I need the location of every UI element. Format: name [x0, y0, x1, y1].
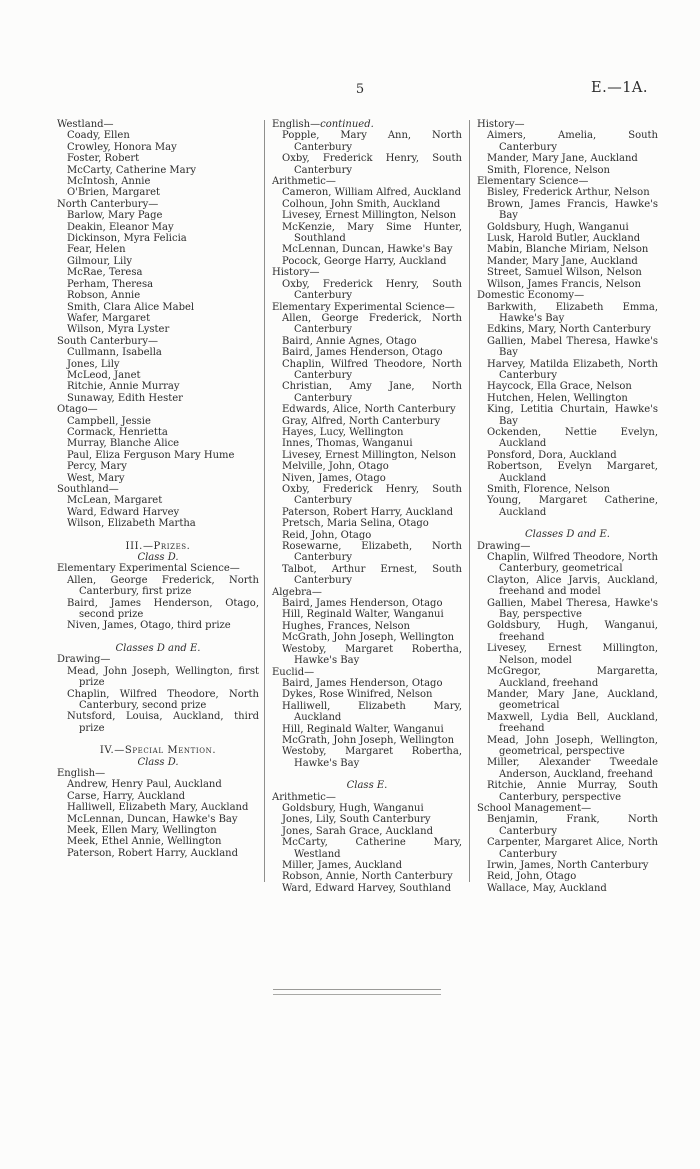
- entry-line: King, Letitia Churtain, Hawke's Bay: [487, 404, 658, 427]
- entry-line: McRae, Teresa: [67, 267, 143, 279]
- entry-line: Lusk, Harold Butler, Auckland: [487, 233, 641, 245]
- entry-line: Gilmour, Lily: [67, 255, 133, 267]
- entry-line: Reid, John, Otago: [487, 871, 577, 883]
- entry-line: Wafer, Margaret: [67, 312, 151, 324]
- entry-line: Christian, Amy Jane, North Canterbury: [282, 381, 462, 404]
- entry-line: Robson, Annie, North Canterbury: [282, 871, 453, 883]
- entry-line: Coady, Ellen: [67, 130, 130, 142]
- entry-line: Jones, Lily: [67, 358, 120, 370]
- entry-line: Murray, Blanche Alice: [67, 438, 180, 450]
- entry-line: Jones, Lily, South Canterbury: [282, 814, 431, 826]
- entry-line: McGrath, John Joseph, Wellington: [282, 632, 455, 644]
- center-heading: IV.—Special Mention.: [99, 745, 217, 757]
- entry-line: Hill, Reginald Walter, Wanganui: [282, 723, 444, 735]
- entry-line: Haycock, Ella Grace, Nelson: [487, 381, 632, 393]
- entry-line: Oxby, Frederick Henry, South Canterbury: [282, 153, 462, 176]
- entry-line: Deakin, Eleanor May: [67, 221, 174, 233]
- entry-line: Ritchie, Annie Murray, South Canterbury, perspective: [487, 780, 658, 803]
- section-heading: Southland—: [57, 484, 119, 495]
- entry-line: Campbell, Jessie: [67, 415, 151, 427]
- section-heading: English—continued.: [272, 119, 374, 130]
- section-heading: Elementary Experimental Science—: [57, 563, 240, 575]
- entry-line: Aimers, Amelia, South Canterbury: [487, 130, 658, 153]
- entry-line: Baird, James Henderson, Otago: [282, 677, 443, 689]
- entry-line: Nutsford, Louisa, Auckland, third prize: [67, 711, 259, 734]
- column-divider: [469, 120, 470, 882]
- entry-line: McGrath, John Joseph, Wellington: [282, 734, 455, 746]
- entry-line: Edkins, Mary, North Canterbury: [487, 324, 651, 336]
- section-heading: History—: [477, 119, 525, 130]
- section-heading: Elementary Science—: [477, 176, 589, 188]
- entry-line: Chaplin, Wilfred Theodore, North Canterbury, second prize: [67, 688, 259, 711]
- entry-line: Ward, Edward Harvey: [67, 506, 180, 518]
- entry-line: McIntosh, Annie: [67, 176, 151, 188]
- entry-line: Maxwell, Lydia Bell, Auckland, freehand: [487, 711, 658, 735]
- entry-line: Livesey, Ernest Millington, Nelson: [282, 210, 457, 222]
- entry-line: Smith, Clara Alice Mabel: [67, 301, 195, 313]
- entry-line: Baird, James Henderson, Otago, second prize: [67, 597, 259, 621]
- center-heading: Class E.: [346, 780, 388, 792]
- entry-line: McLean, Margaret: [67, 495, 163, 507]
- section-heading: South Canterbury—: [57, 335, 158, 347]
- section-heading: Algebra—: [272, 586, 322, 598]
- entry-line: Hutchen, Helen, Wellington: [487, 392, 628, 404]
- entry-line: Reid, John, Otago: [282, 529, 372, 541]
- entry-line: Allen, George Frederick, North Canterbury: [282, 312, 462, 336]
- entry-line: Allen, George Frederick, North Canterbury, first prize: [67, 574, 259, 598]
- entry-line: Hayes, Lucy, Wellington: [282, 426, 404, 438]
- entry-line: Rosewarne, Elizabeth, North Canterbury: [282, 541, 462, 564]
- entry-line: Robson, Annie: [67, 290, 141, 302]
- entry-line: Cormack, Henrietta: [67, 426, 168, 438]
- section-heading: Arithmetic—: [272, 791, 336, 803]
- section-heading: Arithmetic—: [272, 176, 336, 188]
- entry-line: Barlow, Mary Page: [67, 210, 163, 222]
- entry-line: Wilson, James Francis, Nelson: [487, 278, 641, 290]
- entry-line: Jones, Sarah Grace, Auckland: [282, 825, 433, 837]
- entry-line: Irwin, James, North Canterbury: [487, 860, 649, 871]
- column-divider: [264, 120, 265, 882]
- center-heading: Class D.: [137, 756, 179, 768]
- entry-line: Foster, Robert: [67, 153, 140, 165]
- entry-line: Miller, Alexander Tweedale Anderson, Auckland, freehand: [487, 757, 658, 780]
- entry-line: Baird, James Henderson, Otago: [282, 347, 443, 359]
- entry-line: Brown, James Francis, Hawke's Bay: [487, 198, 658, 222]
- entry-line: West, Mary: [67, 472, 125, 484]
- entry-line: Edwards, Alice, North Canterbury: [282, 404, 456, 416]
- entry-line: Pretsch, Maria Selina, Otago: [282, 518, 429, 530]
- entry-line: Young, Margaret Catherine, Auckland: [487, 495, 658, 518]
- entry-line: Mander, Mary Jane, Auckland: [487, 153, 638, 165]
- entry-line: Niven, James, Otago: [282, 472, 386, 484]
- entry-line: Benjamin, Frank, North Canterbury: [487, 814, 658, 837]
- entry-line: Street, Samuel Wilson, Nelson: [487, 267, 642, 279]
- entry-line: Fear, Helen: [67, 244, 126, 256]
- entry-line: Gallien, Mabel Theresa, Hawke's Bay: [487, 335, 658, 359]
- section-heading: School Management—: [477, 802, 592, 814]
- entry-line: Ockenden, Nettie Evelyn, Auckland: [487, 426, 658, 450]
- entry-line: McLeod, Janet: [67, 369, 141, 381]
- entry-line: McLennan, Duncan, Hawke's Bay: [67, 813, 238, 825]
- section-heading-continued: continued.: [320, 119, 374, 130]
- entry-line: Smith, Florence, Nelson: [487, 164, 610, 176]
- entry-line: Clayton, Alice Jarvis, Auckland, freehand and model: [487, 574, 658, 598]
- entry-line: Chaplin, Wilfred Theodore, North Canterbury, geometrical: [487, 552, 658, 575]
- entry-line: Andrew, Henry Paul, Auckland: [67, 779, 222, 791]
- section-heading: Drawing—: [477, 540, 531, 552]
- entry-line: Niven, James, Otago, third prize: [67, 620, 231, 632]
- entry-line: Ponsford, Dora, Auckland: [487, 449, 617, 461]
- entry-line: Carpenter, Margaret Alice, North Canterbury: [487, 837, 658, 860]
- entry-line: Sunaway, Edith Hester: [67, 392, 183, 404]
- entry-line: Barkwith, Elizabeth Emma, Hawke's Bay: [487, 301, 658, 324]
- entry-line: Cullmann, Isabella: [67, 347, 162, 359]
- entry-line: Hill, Reginald Walter, Wanganui: [282, 609, 444, 621]
- entry-line: McCarty, Catherine Mary, Westland: [282, 837, 462, 860]
- entry-line: O'Brien, Margaret: [67, 187, 161, 199]
- entry-line: Goldsbury, Hugh, Wanganui, freehand: [487, 620, 658, 643]
- entry-line: McLennan, Duncan, Hawke's Bay: [282, 244, 453, 256]
- entry-line: Chaplin, Wilfred Theodore, North Canterbury: [282, 358, 462, 381]
- section-heading: Domestic Economy—: [477, 290, 585, 302]
- entry-line: Paul, Eliza Ferguson Mary Hume: [67, 449, 235, 461]
- entry-line: Colhoun, John Smith, Auckland: [282, 198, 441, 210]
- entry-line: Robertson, Evelyn Margaret, Auckland: [487, 461, 658, 484]
- entry-line: McCarty, Catherine Mary: [67, 164, 197, 176]
- entry-line: Ritchie, Annie Murray: [67, 381, 180, 393]
- entry-line: Mander, Mary Jane, Auckland: [487, 255, 638, 267]
- entry-line: Paterson, Robert Harry, Auckland: [67, 847, 239, 859]
- entry-line: Baird, James Henderson, Otago: [282, 598, 443, 610]
- entry-line: Mead, John Joseph, Wellington, geometrical, perspective: [487, 734, 658, 757]
- entry-line: Melville, John, Otago: [282, 461, 389, 473]
- entry-line: Mabin, Blanche Miriam, Nelson: [487, 244, 649, 256]
- entry-line: Pocock, George Harry, Auckland: [282, 255, 447, 267]
- entry-line: Ward, Edward Harvey, Southland: [282, 882, 451, 894]
- entry-line: Wilson, Elizabeth Martha: [67, 518, 196, 530]
- entry-line: Westoby, Margaret Robertha, Hawke's Bay: [282, 643, 462, 667]
- center-heading: III.—Prizes.: [125, 540, 191, 552]
- entry-line: Talbot, Arthur Ernest, South Canterbury: [282, 563, 462, 587]
- entry-line: McKenzie, Mary Sime Hunter, Southland: [282, 221, 462, 245]
- entry-line: Baird, Annie Agnes, Otago: [282, 335, 417, 347]
- entry-line: Carse, Harry, Auckland: [67, 790, 186, 802]
- entry-line: Gallien, Mabel Theresa, Hawke's Bay, perspective: [487, 597, 658, 621]
- center-heading: Class D.: [137, 552, 179, 564]
- section-heading: History—: [272, 267, 320, 279]
- entry-line: Cameron, William Alfred, Auckland: [282, 187, 462, 199]
- section-heading: Drawing—: [57, 654, 111, 666]
- entry-line: Miller, James, Auckland: [282, 860, 402, 871]
- section-heading: English—: [57, 767, 106, 779]
- entry-line: Crowley, Honora May: [67, 141, 177, 153]
- entry-line: Meek, Ethel Annie, Wellington: [67, 836, 222, 848]
- entry-line: Halliwell, Elizabeth Mary, Auckland: [67, 802, 249, 814]
- column-3: [477, 119, 658, 894]
- entry-line: Goldsbury, Hugh, Wanganui: [282, 802, 424, 814]
- entry-line: Westoby, Margaret Robertha, Hawke's Bay: [282, 746, 462, 769]
- page-number: 5: [355, 82, 365, 97]
- column-2: [272, 119, 462, 894]
- document-reference: E.—1A.: [591, 80, 648, 96]
- section-heading: Otago—: [57, 404, 98, 416]
- entry-line: Perham, Theresa: [67, 278, 154, 290]
- entry-line: Dykes, Rose Winifred, Nelson: [282, 689, 433, 701]
- entry-line: Paterson, Robert Harry, Auckland: [282, 506, 454, 518]
- column-1: [57, 119, 259, 859]
- entry-line: Livesey, Ernest Millington, Nelson: [282, 449, 457, 461]
- entry-line: Hughes, Frances, Nelson: [282, 620, 410, 632]
- entry-line: McGregor, Margaretta, Auckland, freehand: [487, 666, 658, 689]
- center-heading: Classes D and E.: [115, 642, 201, 654]
- entry-line: Halliwell, Elizabeth Mary, Auckland: [282, 700, 462, 724]
- section-heading: Elementary Experimental Science—: [272, 301, 455, 313]
- section-heading: Euclid—: [272, 666, 315, 678]
- entry-line: Percy, Mary: [67, 461, 127, 473]
- entry-line: Meek, Ellen Mary, Wellington: [67, 824, 217, 836]
- entry-line: Oxby, Frederick Henry, South Canterbury: [282, 484, 462, 507]
- entry-line: Goldsbury, Hugh, Wanganui: [487, 221, 629, 233]
- entry-line: Harvey, Matilda Elizabeth, North Canterbury: [487, 358, 658, 381]
- entry-line: Innes, Thomas, Wanganui: [282, 438, 413, 450]
- entry-line: Wilson, Myra Lyster: [67, 324, 170, 336]
- footer-rule: [273, 989, 441, 995]
- entry-line: Popple, Mary Ann, North Canterbury: [282, 130, 462, 153]
- entry-line: Gray, Alfred, North Canterbury: [282, 415, 441, 427]
- entry-line: Smith, Florence, Nelson: [487, 484, 610, 495]
- entry-line: Dickinson, Myra Felicia: [67, 233, 187, 245]
- entry-line: Mead, John Joseph, Wellington, first prize: [67, 665, 259, 689]
- section-heading: Westland—: [57, 119, 114, 130]
- entry-line: Oxby, Frederick Henry, South Canterbury: [282, 278, 462, 302]
- section-heading: North Canterbury—: [57, 198, 159, 210]
- center-heading: Classes D and E.: [525, 529, 610, 541]
- entry-line: Livesey, Ernest Millington, Nelson, model: [487, 643, 658, 666]
- entry-line: Mander, Mary Jane, Auckland, geometrical: [487, 688, 658, 712]
- entry-line: Bisley, Frederick Arthur, Nelson: [487, 187, 650, 199]
- entry-line: Wallace, May, Auckland: [487, 882, 607, 894]
